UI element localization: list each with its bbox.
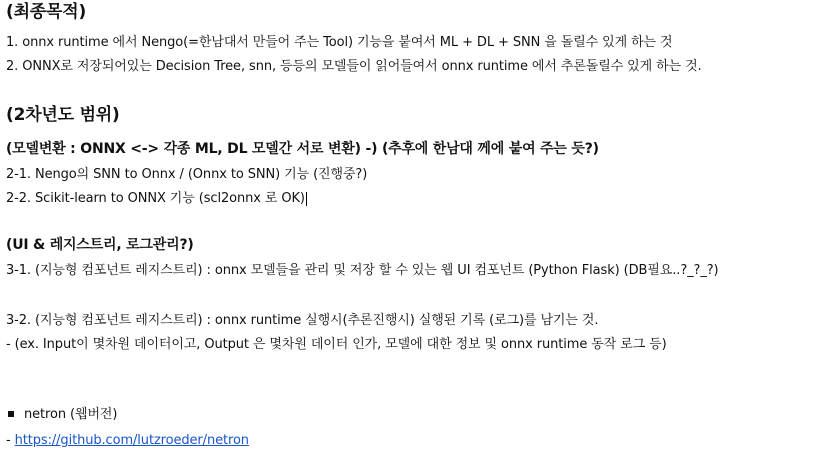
netron-link-line xyxy=(6,432,249,450)
subheading-ui-registry: (UI & 레지스트리, 로그관리?) xyxy=(6,237,194,253)
goal-item-2: 2. ONNX로 저장되어있는 Decision Tree, snn, 등등의 모델들이 읽어들여서 onnx runtime 에서 추론돌릴수 있게 하는 것. xyxy=(6,59,702,74)
netron-label: netron (웹버전) xyxy=(24,407,118,422)
scope-item-2-2 xyxy=(6,190,307,208)
registry-item-example: - (ex. Input이 몇차원 데이터이고, Output 은 몇차원 데이터 인가, 모델에 대한 정보 및 onnx runtime 동작 로그 등) xyxy=(6,337,667,352)
goal-item-1: 1. onnx runtime 에서 Nengo(=한남대서 만들어 주는 Tool) 기능을 붙여서 ML + DL + SNN 을 돌릴수 있게 하는 것 xyxy=(6,35,673,50)
netron-github-link[interactable]: https://github.com/lutzroeder/netron xyxy=(14,433,249,448)
netron-bullet-item xyxy=(6,406,117,424)
text-cursor xyxy=(306,192,307,206)
link-prefix: - xyxy=(6,433,15,448)
scope-item-2-2-text: 2-2. Scikit-learn to ONNX 기능 (scl2onnx 로 OK) xyxy=(6,191,305,206)
bullet-square-icon xyxy=(8,411,14,417)
subheading-model-conversion: (모델변환 : ONNX <-> 각종 ML, DL 모델간 서로 변환) -) (추후에 한남대 께에 붙여 주는 듯?) xyxy=(6,141,599,157)
scope-item-2-1: 2-1. Nengo의 SNN to Onnx / (Onnx to SNN) 기능 (진행중?) xyxy=(6,167,368,182)
heading-second-year-scope: (2차년도 범위) xyxy=(6,105,120,125)
registry-item-3-2: 3-2. (지능형 컴포넌트 레지스트리) : onnx runtime 실행시(추론진행시) 실행된 기록 (로그)를 남기는 것. xyxy=(6,313,599,328)
registry-item-3-1: 3-1. (지능형 컴포넌트 레지스트리) : onnx 모델들을 관리 및 저장 할 수 있는 웹 UI 컴포넌트 (Python Flask) (DB필요..?_?_?) xyxy=(6,263,719,278)
heading-final-goal: (최종목적) xyxy=(6,2,87,22)
